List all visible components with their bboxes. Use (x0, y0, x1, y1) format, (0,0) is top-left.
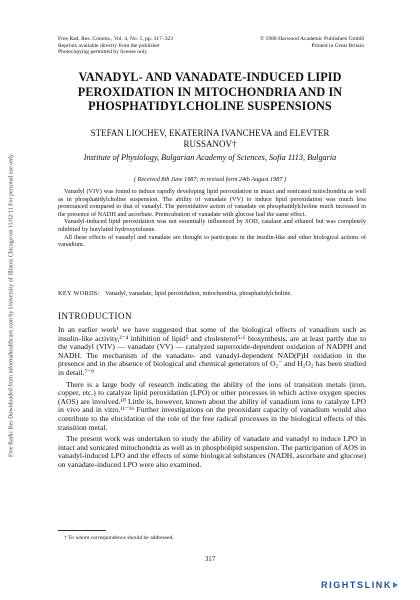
arrow-icon (393, 582, 398, 588)
abstract (58, 188, 366, 249)
citation-line: Photocopying permitted by license only (58, 49, 148, 56)
copyright-line: Printed in Great Britain (311, 42, 364, 49)
article-title (40, 70, 380, 114)
journal-citation (58, 36, 173, 56)
rightslink-logo-text: RIGHTSLINK (321, 580, 392, 590)
abstract-paragraph: Vanadyl-induced lipid peroxidation was not essentially influenced by SOD, catalase and ethanol but was completely inhibited by butylated hydroxytoluene. (58, 218, 366, 233)
title-line: PEROXIDATION IN MITOCHONDRIA AND IN (77, 84, 343, 99)
abstract-paragraph: All these effects of vanadyl and vanadate are thought to participate in the insulin-like and other biological actions of vanadium. (58, 233, 366, 249)
keywords (58, 290, 366, 298)
abstract-paragraph: Vanadyl (VIV) was found to induce rapidly developing lipid peroxidation in intact and sonicated mitochondria as well as in phosphatidylcholine suspension. The ability of vanadate (VV) to induce lipid peroxidation was much less pronounced compared to that of vanadyl. The peroxidative action of vanadate on phosphatidylcholine much increased in the presence of NADH and ascorbate. Preincubation of vanadate with glucose had the same effect. (58, 188, 366, 218)
author-line: RUSSANOV† (183, 139, 237, 149)
title-line: VANADYL- AND VANADATE-INDUCED LIPID (78, 70, 342, 84)
author-line: STEFAN LIOCHEV, EKATERINA IVANCHEVA and ELEVTER (90, 128, 330, 138)
download-watermark-text: Free Radic Res Downloaded from informahealthcare.com by University of Illinois Chicago on 11/02/11 For personal use only. (8, 152, 15, 458)
received-dates: ( Received 8th June 1987; in revised form 24th August 1987 ) (133, 176, 287, 183)
rightslink-logo[interactable] (321, 580, 398, 590)
body-text (58, 326, 366, 473)
keywords-text: Vanadyl, vanadate, lipid peroxidation, mitochondria, phosphatidylcholine. (105, 290, 292, 297)
footnote: † To whom correspondence should be addressed. (64, 535, 174, 541)
download-watermark (2, 152, 22, 458)
author-list (40, 128, 380, 150)
footnote-divider (58, 530, 106, 531)
body-paragraph: In an earlier work¹ we have suggested that some of the biological effects of vanadium such as insulin-like activity,²⁻⁴ inhibition of lipid⁵ and cholesterol⁵·⁶ biosynthesis, are at least partly due to the vanadyl (VIV) — vanadate (VV) — catalyzed superoxide-dependent oxidation of NADPH and NADH. The mechanism of the vanadate- and vanadyl-dependent NAD(P)H oxidation in the presence and in the absence of biological and chemical generators of O₂⁻ and H₂O₂ has been studied in detail.⁷⁻⁹ (58, 325, 366, 377)
body-paragraph: The present work was undertaken to study the ability of vanadate and vanadyl to induce LPO in intact and sonicated mitochondria as well as in phospholipid suspension. The participation of AOS in vanadyl-induced LPO and the effects of some biological substances (NADH, ascorbate and glucose) on vanadate-induced LPO were also examined. (58, 434, 366, 469)
body-paragraph: There is a large body of research indicating the ability of the ions of transition metals (iron, copper, etc.) to catalyze lipid peroxidation (LPO) or other processes in which active oxygen species (AOS) are involved.¹⁰ Little is, however, known about the ability of vanadium ions to catalyze LPO in vivo and in vitro.¹¹⁻¹⁶ Further investigations on the prooxidant capacity of vanadium would also contribute to the elucidation of the role of the free radical processes in the biological effects of this transition metal. (58, 379, 366, 432)
section-heading: INTRODUCTION (58, 311, 132, 321)
citation-line: Free Rad. Res. Comms., Vol. 4, No. 5, pp. 317–323 (58, 36, 174, 42)
copyright-notice (260, 36, 364, 49)
title-line: PHOSPHATIDYLCHOLINE SUSPENSIONS (88, 99, 332, 113)
citation-line: Reprints available directly from the publisher (58, 42, 160, 49)
page-number: 317 (204, 556, 216, 563)
affiliation: Institute of Physiology, Bulgarian Academy of Sciences, Sofia 1113, Bulgaria (83, 153, 337, 162)
keywords-label: KEY WORDS: (58, 290, 100, 297)
copyright-line: © 1988 Harwood Academic Publishers GmbH (259, 36, 364, 42)
